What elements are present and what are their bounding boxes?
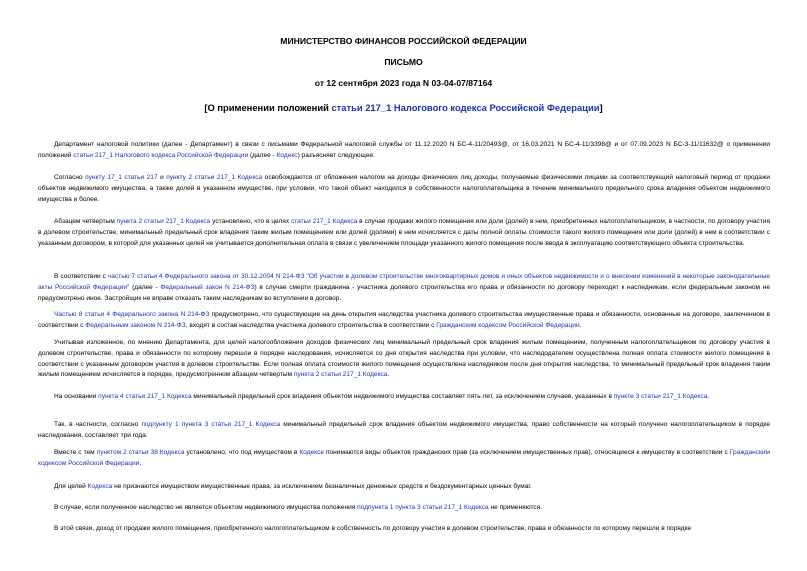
text: освобождаются от обложения налогом на доходы физических лиц доходы, получаемые физическими лицами за соответствующий налоговый период от продажи объектов недвижимого имущества, а также долей в указанном имуществе, при условии, что такой объект находился в собственности налогоплательщика в течение минимального предельного срока владения объектом недвижимого имущества и более. bbox=[38, 174, 770, 203]
link-subclause-1-clause-3-article-217-1[interactable]: подпункта 1 пункта 3 статьи 217_1 Кодекса bbox=[357, 504, 489, 511]
text: минимальный предельный срок владения объектом недвижимого имущества, право собственности на который получено налогоплательщиком в порядке наследования, составляет три года. bbox=[38, 421, 771, 439]
text: , входят в состав наследства участника долевого строительства в соответствии с bbox=[185, 321, 437, 329]
text: . bbox=[387, 371, 390, 379]
link-law-214[interactable]: Федеральным законом N 214-ФЗ bbox=[85, 321, 186, 329]
link-code[interactable]: Кодексе bbox=[299, 449, 324, 456]
ministry-title: МИНИСТЕРСТВО ФИНАНСОВ РОССИЙСКОЙ ФЕДЕРАЦИИ bbox=[280, 36, 527, 46]
link-article-217-1-code[interactable]: статьи 217_1 Налогового кодекса Российской Федерации bbox=[73, 151, 249, 159]
text: (далее - bbox=[248, 151, 277, 159]
subject-open: [О применении положений bbox=[204, 102, 332, 113]
text: не признаются имуществом имущественные права, за исключением безналичных денежных средств и бездокументарных ценных бумаг. bbox=[112, 483, 532, 490]
link-clause-2-article-217-1[interactable]: пункту 2 статьи 217_1 Кодекса bbox=[166, 174, 263, 181]
subject-close: ] bbox=[599, 102, 603, 113]
text: В случае, если полученное наследство не является объектом недвижимого имущества положения bbox=[54, 504, 358, 511]
link-civil-code[interactable]: Гражданским кодексом Российской Федерации bbox=[38, 449, 770, 467]
paragraph-8 bbox=[38, 420, 770, 442]
paragraph-12 bbox=[38, 524, 770, 535]
paragraph-10 bbox=[38, 482, 770, 493]
text: Абзацем четвертым bbox=[54, 218, 117, 225]
text: Согласно bbox=[54, 174, 86, 181]
text: ) в случае смерти гражданина - участника долевого строительства его права и обязанности по договору переходят к наследникам, если федеральным законом не предусмотрено иное. Застройщик не вправе отказать таким наследникам во вступлении в договор. bbox=[38, 283, 771, 302]
paragraph-1 bbox=[38, 140, 770, 162]
document-type: ПИСЬМО bbox=[384, 57, 423, 67]
link-clause-2-article-38[interactable]: пунктом 2 статьи 38 Кодекса bbox=[96, 449, 185, 456]
subject-link[interactable]: статьи 217_1 Налогового кодекса Российской Федерации bbox=[331, 102, 600, 113]
text: предусмотрено, что существующие на день открытия наследства участника долевого строительства имущественные права и обязанности, основанные на договоре, заключенном в соответствии с bbox=[38, 311, 770, 329]
link-part-7-article-4-law-214[interactable]: частью 7 статьи 4 Федерального закона от 30.12.2004 N 214-ФЗ "Об участии в долевом строительстве многоквартирных домов и иных объектов недвижимости и о внесении изменений в некоторые законодательные акты Российской Федерации" bbox=[38, 273, 770, 291]
text: Вместе с тем bbox=[54, 449, 97, 456]
link-clause-17-1[interactable]: пункту 17_1 статьи 217 bbox=[85, 174, 158, 181]
text: установлено, что в целях bbox=[210, 218, 291, 225]
text: Для целей bbox=[54, 483, 88, 490]
link-part-8-article-4-law-214[interactable]: Частью 8 статьи 4 Федерального закона N 214-ФЗ bbox=[54, 311, 210, 318]
text: Учитывая изложенное, по мнению Департамента, для целей налогообложения доходов физических лиц минимальный предельный срок владения жилым помещением, полученным налогоплательщиком по договору участия в долевом строительстве, права и обязанности по которому перешли в порядке наследования, исчисляется со дня открытия наследства при условии, что наследодателем осуществлена полная оплата стоимости жилого помещения в соответствии с указанным договором участия в долевом строительстве. Если полная оплата стоимости жилого помещения осуществлена наследником после дня открытия наследства, то минимальный предельный срок владения таким жилым помещением исчисляется в порядке, предусмотренном абзацем четвертым bbox=[38, 339, 770, 379]
paragraph-6 bbox=[38, 338, 770, 381]
link-civil-code[interactable]: Гражданским кодексом Российской Федерации bbox=[436, 321, 580, 329]
text: (далее - bbox=[129, 283, 161, 291]
link-subclause-1-clause-3-article-217-1[interactable]: подпункту 1 пункта 3 статьи 217_1 Кодекса bbox=[141, 421, 281, 428]
link-code[interactable]: Кодекса bbox=[87, 483, 113, 490]
paragraph-2 bbox=[38, 173, 770, 205]
link-article-217-1[interactable]: статьи 217_1 Кодекса bbox=[290, 218, 358, 225]
document-subject bbox=[0, 102, 807, 113]
text: установлено, что под имуществом в bbox=[184, 449, 300, 456]
document-date-number: от 12 сентября 2023 года N 03-04-07/87164 bbox=[314, 78, 493, 88]
text: понимаются виды объектов гражданских прав (за исключением имущественных прав), относящиеся к имуществу в соответствии с bbox=[323, 449, 730, 456]
text: . bbox=[139, 459, 142, 467]
paragraph-5 bbox=[38, 310, 770, 332]
link-clause-2-article-217-1[interactable]: пункта 2 статьи 217_1 Кодекса bbox=[293, 371, 388, 379]
paragraph-3 bbox=[38, 217, 770, 249]
link-clause-2-article-217-1[interactable]: пункта 2 статьи 217_1 Кодекса bbox=[116, 218, 211, 225]
text: в случае продажи жилого помещения или доли (долей) в нем, приобретенных налогоплательщиком, в частности, по договору участия в долевом строительстве, минимальный предельный срок владения таким жилым помещением или долей (долями) в нем исчисляется с даты полной оплаты стоимости такого жилого помещения или доли (долей) в нем в соответствии с указанным договором, в которой для указанных целей не учитывается дополнительная оплата в связи с увеличением площади указанного жилого помещения после ввода в эксплуатацию соответствующего объекта строительства. bbox=[38, 218, 771, 247]
text: В соответствии с bbox=[54, 273, 108, 280]
text: минимальный предельный срок владения объектом недвижимого имущества составляет пять лет, за исключением случаев, указанных в bbox=[191, 393, 614, 400]
text: В этой связи, доход от продажи жилого помещения, приобретенного налогоплательщиком в собственность по договору участия в долевом строительстве, права и обязанности по которому перешли в порядке bbox=[54, 525, 692, 532]
paragraph-9 bbox=[38, 448, 770, 470]
text: ) разъясняет следующее. bbox=[297, 151, 375, 159]
paragraph-11 bbox=[38, 503, 770, 514]
text: . bbox=[707, 393, 710, 400]
link-clause-4-article-217-1[interactable]: пункта 4 статьи 217_1 Кодекса bbox=[98, 393, 192, 400]
paragraph-7 bbox=[38, 392, 770, 403]
text: Департамент налоговой политики (далее - Департамент) в связи с письмами Федеральной налоговой службы от 11.12.2020 N БС-4-11/20493@, от 16.03.2021 N БС-4-11/3398@ и от 07.09.2023 N БС-3-11/11632@ о применении положений bbox=[38, 141, 770, 159]
text: Так, в частности, согласно bbox=[54, 421, 142, 428]
paragraph-4 bbox=[38, 272, 770, 304]
text: . bbox=[579, 321, 582, 329]
link-code[interactable]: Кодекс bbox=[276, 151, 298, 159]
text: На основании bbox=[54, 393, 99, 400]
text: не применяются. bbox=[488, 504, 543, 511]
link-clause-3-article-217-1[interactable]: пункте 3 статьи 217_1 Кодекса bbox=[613, 393, 708, 400]
link-law-214[interactable]: Федеральный закон N 214-ФЗ bbox=[160, 283, 255, 291]
text: и bbox=[157, 174, 167, 181]
